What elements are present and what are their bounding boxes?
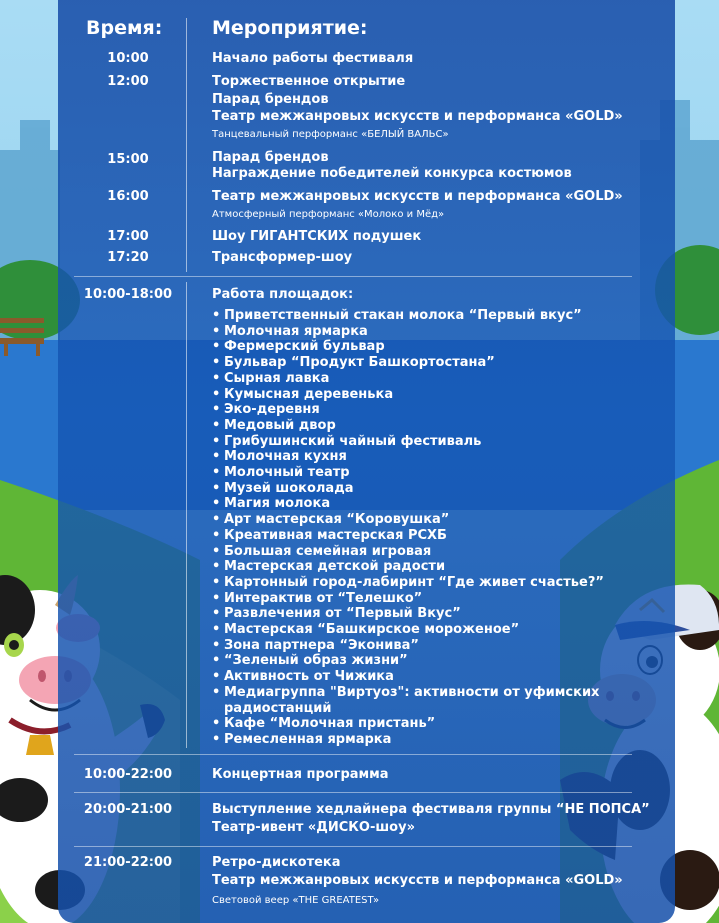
schedule-event: Театр межжанровых искусств и перформанса «GOLD» xyxy=(212,109,623,124)
list-item: • Сырная лавка xyxy=(212,371,604,387)
schedule-event: Награждение победителей конкурса костюмов xyxy=(212,166,572,181)
schedule-time: 12:00 xyxy=(107,74,149,89)
list-item: • Активность от Чижика xyxy=(212,669,604,685)
row-divider xyxy=(74,276,632,277)
list-item: • Мастерская “Башкирское мороженое” xyxy=(212,622,604,638)
schedule-event: Выступление хедлайнера фестиваля группы “НЕ ПОПСА” xyxy=(212,802,650,817)
schedule-event: Шоу ГИГАНТСКИХ подушек xyxy=(212,229,422,244)
list-item: • Картонный город-лабиринт “Где живет счастье?” xyxy=(212,575,604,591)
schedule-event: Театр межжанровых искусств и перформанса «GOLD» xyxy=(212,189,623,204)
schedule-time: 16:00 xyxy=(107,189,149,204)
venues-time: 10:00-18:00 xyxy=(83,287,173,302)
schedule-time: 21:00-22:00 xyxy=(83,855,173,870)
schedule-event: Парад брендов xyxy=(212,92,329,107)
schedule-time: 17:20 xyxy=(107,250,149,265)
schedule-event-note: Световой веер «THE GREATEST» xyxy=(212,895,380,906)
event-column-header: Мероприятие: xyxy=(212,17,368,39)
list-item: • Молочная кухня xyxy=(212,449,604,465)
schedule-event: Трансформер-шоу xyxy=(212,250,353,265)
list-item: • Фермерский бульвар xyxy=(212,339,604,355)
list-item: • Приветственный стакан молока “Первый вкус” xyxy=(212,308,604,324)
list-item: • Мастерская детской радости xyxy=(212,559,604,575)
list-item: • Кумысная деревенька xyxy=(212,387,604,403)
schedule-event-note: Танцевальный перформанс «БЕЛЫЙ ВАЛЬС» xyxy=(212,129,449,140)
list-item: • Эко-деревня xyxy=(212,402,604,418)
list-item: • Грибушинский чайный фестиваль xyxy=(212,434,604,450)
list-item: • Медовый двор xyxy=(212,418,604,434)
row-divider xyxy=(74,792,632,793)
list-item-continuation: радиостанций xyxy=(224,700,332,716)
list-item: • Арт мастерская “Коровушка” xyxy=(212,512,604,528)
schedule-event-note: Атмосферный перформанс «Молоко и Мёд» xyxy=(212,209,445,220)
schedule-time: 15:00 xyxy=(107,152,149,167)
row-divider xyxy=(74,754,632,755)
list-item: • Магия молока xyxy=(212,496,604,512)
row-divider xyxy=(74,846,632,847)
schedule-event: Начало работы фестиваля xyxy=(212,51,414,66)
venues-title: Работа площадок: xyxy=(212,287,354,302)
list-item: • Ремесленная ярмарка xyxy=(212,732,604,748)
list-item: • Зона партнера “Эконива” xyxy=(212,638,604,654)
list-item: • Кафе “Молочная пристань” xyxy=(212,716,604,732)
column-divider xyxy=(186,282,187,748)
schedule-event: Театр межжанровых искусств и перформанса «GOLD» xyxy=(212,873,623,888)
schedule-time: 17:00 xyxy=(107,229,149,244)
time-column-header: Время: xyxy=(86,17,163,39)
list-item: • Музей шоколада xyxy=(212,481,604,497)
list-item: • “Зеленый образ жизни” xyxy=(212,653,604,669)
schedule-event: Торжественное открытие xyxy=(212,74,406,89)
list-item: • Молочный театр xyxy=(212,465,604,481)
schedule-time: 10:00-22:00 xyxy=(83,767,173,782)
list-item: • Молочная ярмарка xyxy=(212,324,604,340)
schedule-event: Концертная программа xyxy=(212,767,389,782)
column-divider xyxy=(186,18,187,272)
list-item: • Креативная мастерская РСХБ xyxy=(212,528,604,544)
list-item: • Бульвар “Продукт Башкортостана” xyxy=(212,355,604,371)
list-item: • Развлечения от “Первый Вкус” xyxy=(212,606,604,622)
list-item: • Интерактив от “Телешко” xyxy=(212,591,604,607)
schedule-time: 20:00-21:00 xyxy=(83,802,173,817)
schedule-time: 10:00 xyxy=(107,51,149,66)
schedule-event: Ретро-дискотека xyxy=(212,855,341,870)
schedule-event: Парад брендов xyxy=(212,150,329,165)
venues-list xyxy=(212,308,604,748)
list-item: • Большая семейная игровая xyxy=(212,544,604,560)
schedule-event: Театр-ивент «ДИСКО-шоу» xyxy=(212,820,415,835)
list-item: • Медиагруппа "Виртуоз": активности от уфимских xyxy=(212,685,604,701)
